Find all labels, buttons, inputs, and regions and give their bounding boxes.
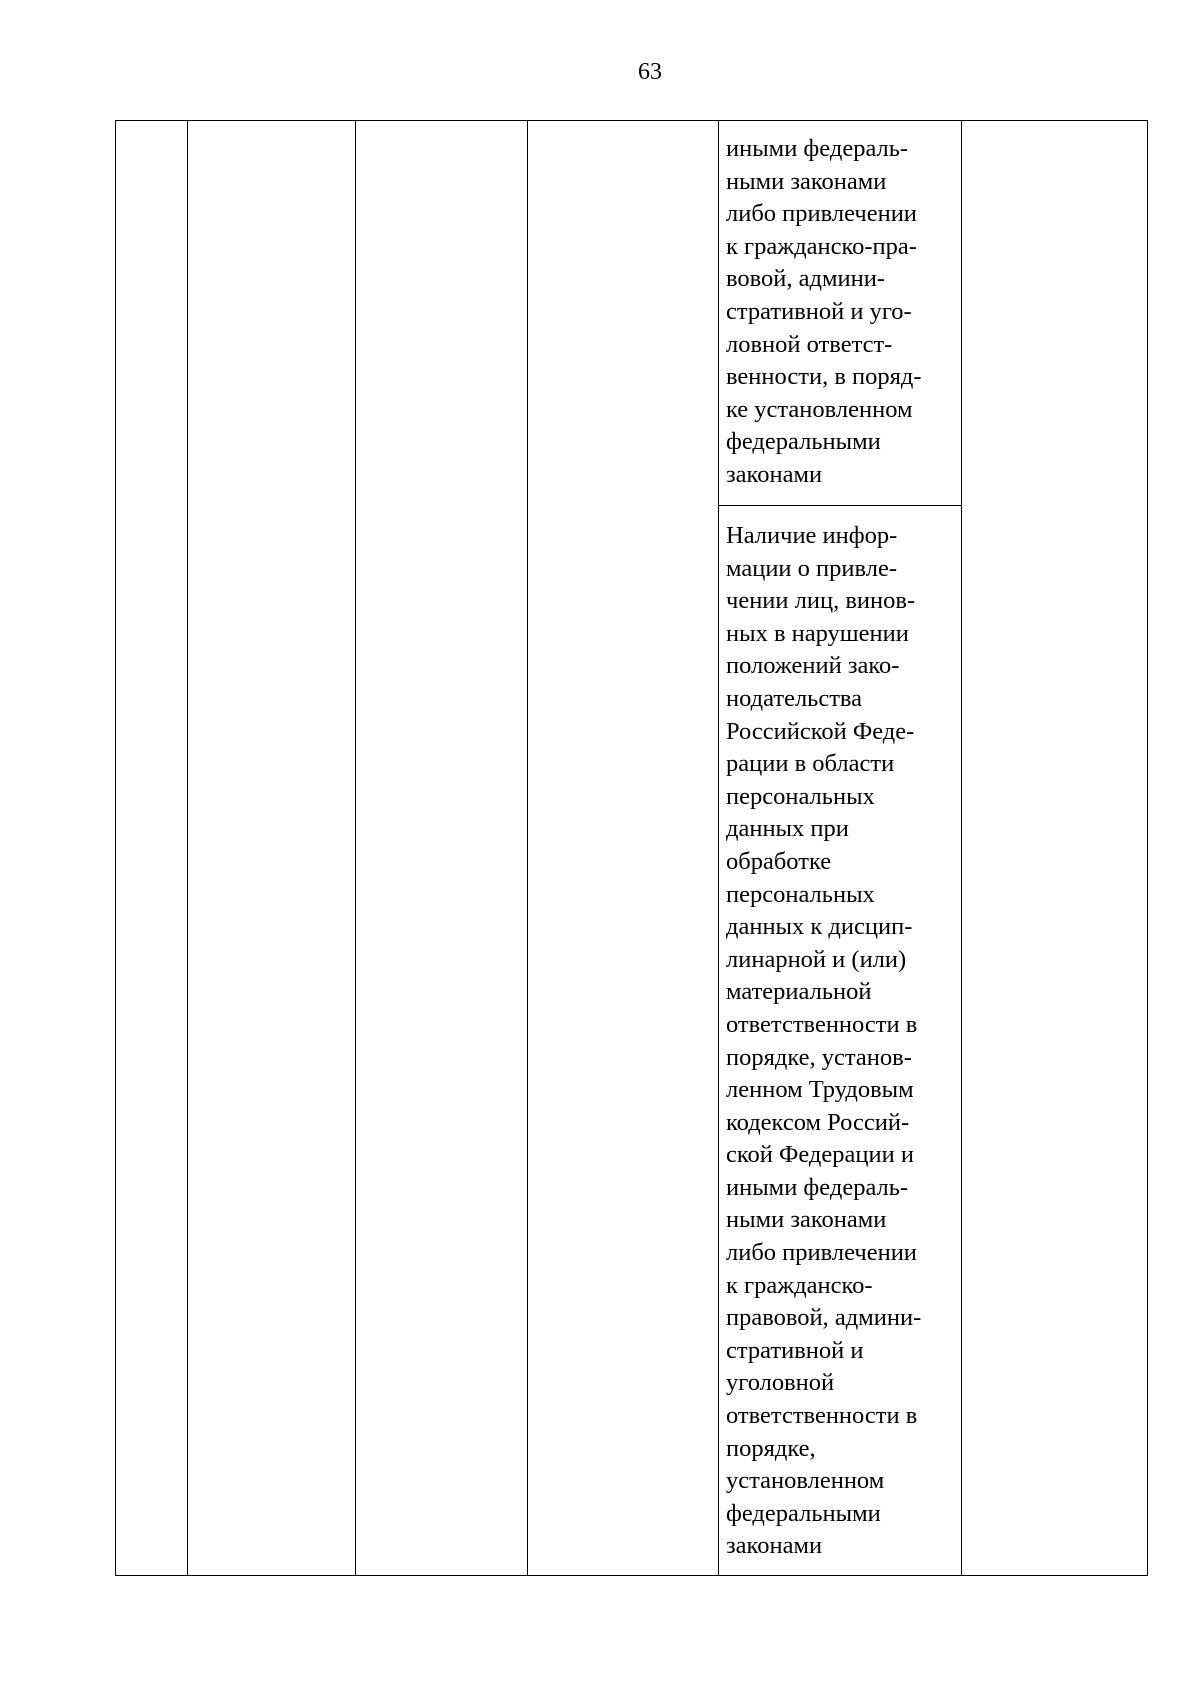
page-number: 63 <box>638 59 662 85</box>
table-row <box>116 121 1148 506</box>
table-cell-col-1 <box>116 121 188 1576</box>
table-cell-col-5-row-1 <box>719 121 962 506</box>
table-cell-col-4 <box>528 121 719 1576</box>
document-table <box>115 120 1148 1576</box>
table-cell-col-2 <box>188 121 356 1576</box>
table-cell-col-3 <box>356 121 528 1576</box>
responsibility-text-2: Наличие инфор- мации о привле- чении лиц, винов- ных в нарушении положений зако- нодательства Российской Феде- рации в области персональных данных при обработке персональных данных к дисцип- линарной и (или) материальной ответственности в порядке, установ- ленном Трудовым кодексом Россий- ской Федерации и иными федераль- ными законами либо привлечении к гражданско- правовой, админи- стративной и уголовной ответственности в порядке, установленном федеральными законами <box>726 522 922 1560</box>
table-cell-col-5-row-2 <box>719 506 962 1576</box>
table-cell-col-6 <box>962 121 1148 1576</box>
responsibility-text-1: иными федераль- ными законами либо привлечении к гражданско-пра- вовой, админи- стративной и уго- ловной ответст- венности, в поряд- ке установленном федеральными законами <box>726 135 922 488</box>
